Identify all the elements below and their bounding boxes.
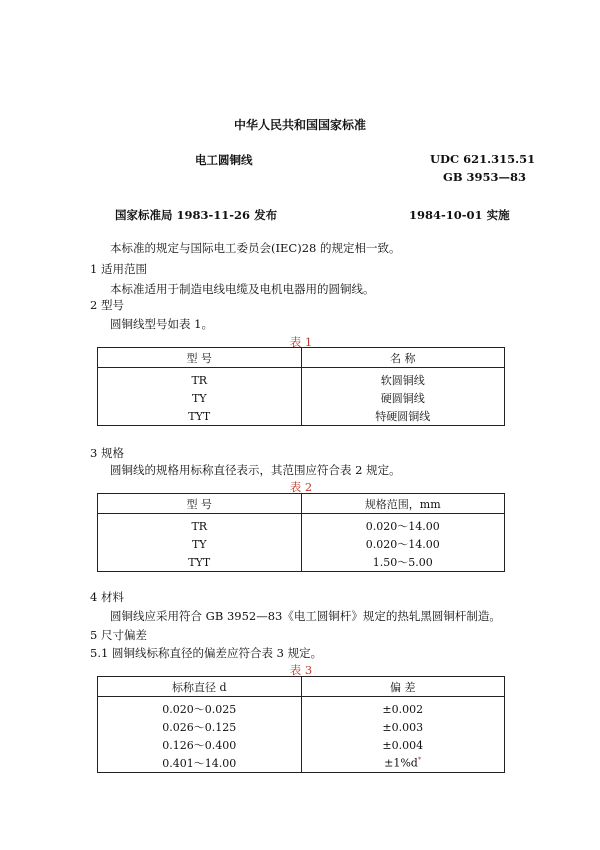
table-3-header-diameter: 标称直径 d	[98, 677, 302, 697]
table-row	[98, 718, 505, 736]
section-2-heading: 2 型号	[90, 298, 124, 312]
table-2	[97, 493, 505, 572]
table-cell: 0.020～0.025	[98, 697, 302, 719]
table-row	[98, 535, 505, 553]
section-1-heading: 1 适用范围	[90, 262, 147, 276]
table-2-header-type: 型 号	[98, 494, 302, 514]
table-1-title: 表 1	[289, 335, 313, 349]
table-cell: TYT	[98, 553, 302, 572]
section-5-1-text: 5.1 圆铜线标称直径的偏差应符合表 3 规定。	[90, 646, 323, 660]
issue-date: 国家标准局 1983-11-26 发布	[115, 208, 278, 222]
table-1-header-type: 型 号	[98, 348, 302, 368]
table-row	[98, 407, 505, 426]
table-2-header-range: 规格范围，mm	[301, 494, 505, 514]
table-3-header-deviation: 偏 差	[301, 677, 505, 697]
table-row	[98, 697, 505, 719]
implementation-date: 1984-10-01 实施	[409, 208, 510, 222]
table-cell: 软圆铜线	[301, 368, 505, 390]
table-cell	[301, 754, 505, 773]
table-cell: ±0.004	[301, 736, 505, 754]
intro-paragraph: 本标准的规定与国际电工委员会(IEC)28 的规定相一致。	[110, 241, 401, 255]
table-cell: 0.020～14.00	[301, 514, 505, 536]
table-3	[97, 676, 505, 773]
section-5-heading: 5 尺寸偏差	[90, 628, 147, 642]
table-cell: 特硬圆铜线	[301, 407, 505, 426]
table-cell: 0.026～0.125	[98, 718, 302, 736]
table-row	[98, 736, 505, 754]
section-4-heading: 4 材料	[90, 590, 124, 604]
table-cell: 0.401～14.00	[98, 754, 302, 773]
table-cell: 0.020～14.00	[301, 535, 505, 553]
table-3-title: 表 3	[289, 663, 313, 677]
section-3-text: 圆铜线的规格用标称直径表示，其范围应符合表 2 规定。	[110, 463, 401, 477]
table-row	[98, 754, 505, 773]
table-1	[97, 347, 505, 426]
section-4-text: 圆铜线应采用符合 GB 3952—83《电工圆铜杆》规定的热轧黑圆铜杆制造。	[110, 609, 501, 623]
table-cell: 0.126～0.400	[98, 736, 302, 754]
national-standard-heading: 中华人民共和国国家标准	[233, 118, 366, 132]
gb-number: GB 3953—83	[443, 170, 527, 184]
table-cell: TYT	[98, 407, 302, 426]
table-row	[98, 514, 505, 536]
table-row	[98, 389, 505, 407]
standard-title: 电工圆铜线	[195, 153, 253, 167]
udc-number: UDC 621.315.51	[430, 152, 536, 166]
table-row	[98, 553, 505, 572]
table-cell: TR	[98, 514, 302, 536]
table-1-header-name: 名 称	[301, 348, 505, 368]
table-cell: TR	[98, 368, 302, 390]
section-2-text: 圆铜线型号如表 1。	[110, 317, 213, 331]
table-cell: TY	[98, 389, 302, 407]
table-cell: 1.50～5.00	[301, 553, 505, 572]
table-row	[98, 368, 505, 390]
table-cell: 硬圆铜线	[301, 389, 505, 407]
section-3-heading: 3 规格	[90, 446, 124, 460]
table-cell: TY	[98, 535, 302, 553]
table-cell: ±0.003	[301, 718, 505, 736]
section-1-text: 本标准适用于制造电线电缆及电机电器用的圆铜线。	[110, 282, 375, 296]
footnote-mark: *	[417, 756, 422, 765]
table-cell: ±0.002	[301, 697, 505, 719]
deviation-value: ±1%d	[384, 756, 418, 770]
table-2-title: 表 2	[289, 480, 313, 494]
